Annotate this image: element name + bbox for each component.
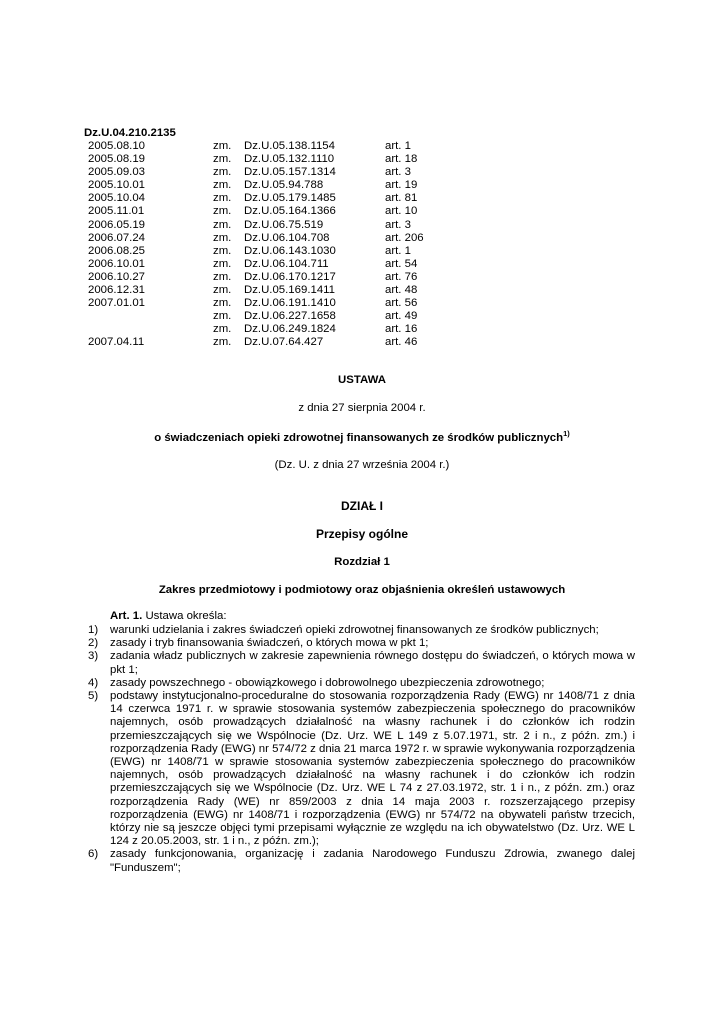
- list-item: [88, 690, 635, 848]
- amendment-ref: Dz.U.06.104.711: [244, 257, 329, 270]
- act-type-heading: USTAWA: [338, 374, 386, 386]
- amendment-zm: zm.: [213, 297, 232, 310]
- amendment-date: 2005.10.04: [88, 192, 146, 205]
- amendment-art: art. 16: [385, 323, 418, 336]
- item-number: 5): [88, 690, 99, 703]
- amendment-date: 2007.01.01: [88, 297, 146, 310]
- amendment-date: 2005.09.03: [88, 166, 146, 179]
- amendment-date: 2006.07.24: [88, 231, 146, 244]
- amendment-zm: zm.: [213, 270, 232, 283]
- amendment-date: 2006.12.31: [88, 284, 146, 297]
- amendment-ref: Dz.U.05.94.788: [244, 179, 324, 192]
- amendment-date: 2006.05.19: [88, 218, 146, 231]
- amendment-art: art. 56: [385, 297, 418, 310]
- amendments-header: Dz.U.04.210.2135: [84, 127, 176, 139]
- amendment-date: 2005.10.01: [88, 179, 146, 192]
- division-title: Przepisy ogólne: [315, 527, 409, 541]
- article-items-list: [88, 624, 635, 875]
- amendment-ref: Dz.U.06.227.1658: [244, 310, 336, 323]
- list-item: [88, 677, 635, 690]
- act-title: [80, 427, 644, 445]
- amendment-date: 2006.10.27: [88, 270, 146, 283]
- amendment-zm: zm.: [213, 153, 232, 166]
- item-number: 6): [88, 848, 99, 861]
- amendment-date: 2005.08.19: [88, 153, 146, 166]
- article-intro: Ustawa określa:: [145, 610, 227, 622]
- amendment-date: 2006.08.25: [88, 244, 146, 257]
- act-date: z dnia 27 sierpnia 2004 r.: [298, 402, 426, 414]
- amendment-ref: Dz.U.06.75.519: [244, 218, 324, 231]
- amendment-ref: Dz.U.06.170.1217: [244, 270, 336, 283]
- amendment-zm: zm.: [213, 244, 232, 257]
- amendment-zm: zm.: [213, 310, 232, 323]
- amendment-ref: Dz.U.06.143.1030: [244, 244, 336, 257]
- amendment-ref: Dz.U.06.249.1824: [244, 323, 336, 336]
- amendment-ref: Dz.U.05.157.1314: [244, 166, 336, 179]
- division-heading: DZIAŁ I: [341, 499, 383, 513]
- amendment-art: art. 10: [385, 205, 418, 218]
- amendment-zm: zm.: [213, 205, 232, 218]
- amendment-ref: Dz.U.05.132.1110: [244, 153, 335, 166]
- amendment-zm: zm.: [213, 284, 232, 297]
- item-number: 1): [88, 624, 99, 636]
- article-label: Art. 1.: [110, 610, 143, 622]
- chapter-title: Zakres przedmiotowy i podmiotowy oraz objaśnienia określeń ustawowych: [158, 584, 566, 596]
- amendment-art: art. 3: [385, 166, 411, 179]
- amendment-zm: zm.: [213, 231, 232, 244]
- amendment-zm: zm.: [213, 166, 232, 179]
- amendment-art: art. 18: [385, 153, 418, 166]
- amendment-ref: Dz.U.05.169.1411: [244, 284, 335, 297]
- amendment-art: art. 54: [385, 257, 418, 270]
- amendment-ref: Dz.U.06.104.708: [244, 231, 330, 244]
- amendment-ref: Dz.U.05.164.1366: [244, 205, 336, 218]
- amendment-zm: zm.: [213, 323, 232, 336]
- amendment-zm: zm.: [213, 140, 232, 152]
- list-item: [88, 637, 635, 650]
- amendment-ref: Dz.U.06.191.1410: [244, 297, 336, 310]
- amendment-ref: Dz.U.07.64.427: [244, 336, 324, 349]
- item-text: warunki udzielania i zakres świadczeń opieki zdrowotnej finansowanych ze środków publicznych;: [110, 624, 599, 636]
- list-item: [88, 650, 635, 676]
- amendment-art: art. 46: [385, 336, 418, 349]
- amendment-ref: Dz.U.05.138.1154: [244, 140, 335, 152]
- amendment-ref: Dz.U.05.179.1485: [244, 192, 336, 205]
- item-text: zasady powszechnego - obowiązkowego i dobrowolnego ubezpieczenia zdrowotnego;: [110, 676, 545, 689]
- item-text: zasady i tryb finansowania świadczeń, o których mowa w pkt 1;: [110, 637, 429, 650]
- amendment-art: art. 48: [385, 284, 418, 297]
- amendment-art: art. 19: [385, 179, 418, 192]
- amendment-art: art. 76: [385, 270, 418, 283]
- item-text: podstawy instytucjonalno-proceduralne do stosowania rozporządzenia Rady (EWG) nr 1408/71 z dnia 14 czerwca 1971 r. w sprawie stosowania systemów zabezpieczenia społecznego do pracowników najemnych, osób prowadzących działalność na własny rachunek i do członków ich rodzin przemieszczających się we Wspólnocie (Dz. Urz. WE L 149 z 5.07.1971, str. 2 i n., z późn. zm.) i rozporządzenia Rady (EWG) nr 574/72 z dnia 21 marca 1972 r. w sprawie wykonywania rozporządzenia (EWG) nr 1408/71 w sprawie stosowania systemów zabezpieczenia społecznego do pracowników najemnych, osób prowadzących działalność na własny rachunek i do członków ich rodzin przemieszczających się we Wspólnocie (Dz. Urz. WE L 74 z 27.03.1972, str. 1 i n., z późn. zm.) oraz rozporządzenia Rady (WE) nr 859/2003 z dnia 14 maja 2003 r. rozszerzającego przepisy rozporządzenia (EWG) nr 1408/71 i rozporządzenia (EWG) nr 574/72 na obywateli państw trzecich, którzy nie są jeszcze objęci tymi przepisami wyłącznie ze względu na ich obywatelstwo (Dz. Urz. WE L 124 z 20.05.2003, str. 1 i n., z późn. zm.);: [110, 690, 635, 848]
- amendment-date: 2007.04.11: [88, 336, 145, 349]
- item-number: 3): [88, 650, 99, 663]
- amendment-art: art. 1: [385, 140, 411, 152]
- amendment-zm: zm.: [213, 336, 232, 349]
- amendment-zm: zm.: [213, 218, 232, 231]
- item-number: 4): [88, 676, 99, 689]
- amendment-zm: zm.: [213, 179, 232, 192]
- item-text: zadania władz publicznych w zakresie zapewnienia równego dostępu do świadczeń, o których mowa w pkt 1;: [110, 650, 635, 676]
- publication-reference: (Dz. U. z dnia 27 września 2004 r.): [274, 459, 450, 471]
- amendment-art: art. 49: [385, 310, 418, 323]
- article-heading: [110, 610, 226, 623]
- amendment-art: art. 81: [385, 192, 418, 205]
- amendment-date: 2005.08.10: [88, 140, 146, 152]
- item-number: 2): [88, 637, 99, 650]
- act-title-text: o świadczeniach opieki zdrowotnej finansowanych ze środków publicznych: [154, 432, 564, 444]
- amendment-art: art. 206: [385, 231, 424, 244]
- chapter-heading: Rozdział 1: [334, 556, 390, 568]
- amendment-art: art. 1: [385, 244, 411, 257]
- amendment-date: 2005.11.01: [88, 205, 145, 218]
- list-item: [88, 848, 635, 874]
- list-item: [88, 624, 635, 637]
- amendment-zm: zm.: [213, 192, 232, 205]
- item-text: zasady funkcjonowania, organizację i zadania Narodowego Funduszu Zdrowia, zwanego dalej "Funduszem";: [110, 848, 635, 874]
- amendment-art: art. 3: [385, 218, 411, 231]
- amendment-date: 2006.10.01: [88, 257, 146, 270]
- footnote-marker: 1): [563, 429, 570, 438]
- amendment-zm: zm.: [213, 257, 232, 270]
